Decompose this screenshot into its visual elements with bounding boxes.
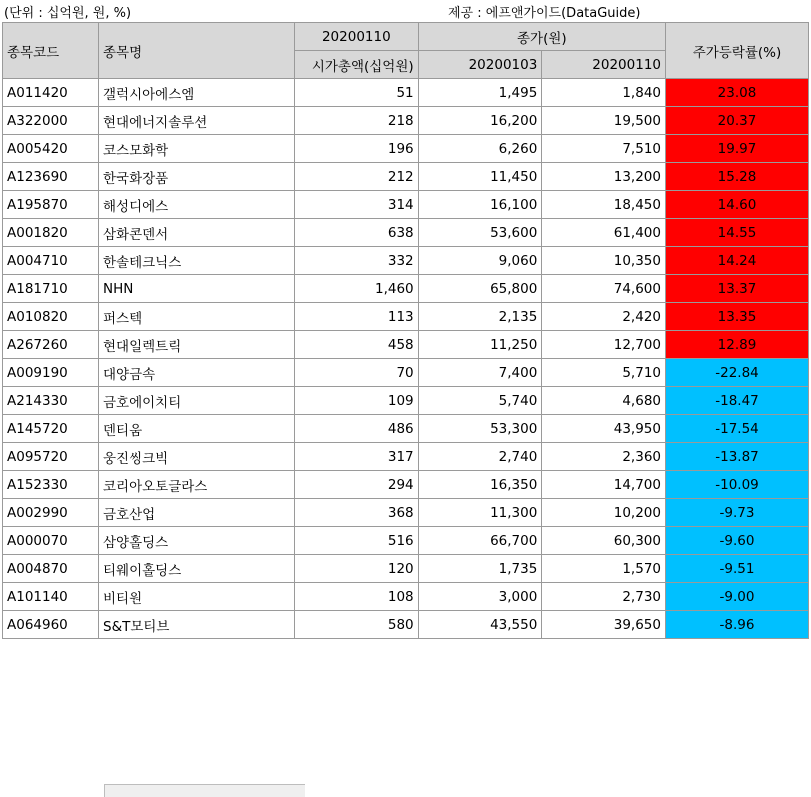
cell-price-curr: 43,950 <box>542 415 666 443</box>
stock-table <box>2 22 809 639</box>
cell-price-curr: 1,840 <box>542 79 666 107</box>
cell-price-prev: 2,135 <box>418 303 542 331</box>
table-row <box>3 583 809 611</box>
cell-code: A001820 <box>3 219 99 247</box>
cell-change: 19.97 <box>666 135 809 163</box>
cell-change: 12.89 <box>666 331 809 359</box>
cell-marketcap: 109 <box>295 387 419 415</box>
cell-change: 23.08 <box>666 79 809 107</box>
provider-note: 제공 : 에프앤가이드(DataGuide) <box>448 5 641 21</box>
cell-price-curr: 61,400 <box>542 219 666 247</box>
cell-marketcap: 212 <box>295 163 419 191</box>
cell-marketcap: 113 <box>295 303 419 331</box>
cell-price-prev: 3,000 <box>418 583 542 611</box>
cell-change: 20.37 <box>666 107 809 135</box>
table-row <box>3 107 809 135</box>
cell-name: 비티원 <box>99 583 295 611</box>
unit-note: (단위 : 십억원, 원, %) <box>4 5 132 21</box>
cell-code: A004870 <box>3 555 99 583</box>
cell-price-prev: 53,300 <box>418 415 542 443</box>
table-row <box>3 527 809 555</box>
cell-change: 14.60 <box>666 191 809 219</box>
table-row <box>3 555 809 583</box>
cell-name: 한솔테크닉스 <box>99 247 295 275</box>
cell-price-prev: 2,740 <box>418 443 542 471</box>
cell-marketcap: 317 <box>295 443 419 471</box>
cell-code: A010820 <box>3 303 99 331</box>
cell-code: A005420 <box>3 135 99 163</box>
cell-name: S&T모티브 <box>99 611 295 639</box>
cell-code: A095720 <box>3 443 99 471</box>
cell-change: -9.73 <box>666 499 809 527</box>
cell-price-curr: 2,360 <box>542 443 666 471</box>
caption-row <box>0 0 811 22</box>
cell-change: -9.51 <box>666 555 809 583</box>
cell-code: A181710 <box>3 275 99 303</box>
cell-code: A123690 <box>3 163 99 191</box>
cell-marketcap: 486 <box>295 415 419 443</box>
cell-price-prev: 5,740 <box>418 387 542 415</box>
cell-price-prev: 11,250 <box>418 331 542 359</box>
cell-price-prev: 53,600 <box>418 219 542 247</box>
cell-price-prev: 1,495 <box>418 79 542 107</box>
cell-change: -22.84 <box>666 359 809 387</box>
cell-code: A145720 <box>3 415 99 443</box>
header-row-1 <box>3 23 809 51</box>
cell-price-curr: 4,680 <box>542 387 666 415</box>
cell-name: 코리아오토글라스 <box>99 471 295 499</box>
cell-price-prev: 16,100 <box>418 191 542 219</box>
cell-price-curr: 2,730 <box>542 583 666 611</box>
table-row <box>3 303 809 331</box>
cell-price-prev: 1,735 <box>418 555 542 583</box>
cell-change: 14.55 <box>666 219 809 247</box>
cell-change: -9.00 <box>666 583 809 611</box>
cell-marketcap: 638 <box>295 219 419 247</box>
cell-change: -13.87 <box>666 443 809 471</box>
cell-marketcap: 1,460 <box>295 275 419 303</box>
cell-code: A009190 <box>3 359 99 387</box>
cell-change: 13.35 <box>666 303 809 331</box>
table-row <box>3 415 809 443</box>
cell-price-curr: 1,570 <box>542 555 666 583</box>
cell-price-prev: 43,550 <box>418 611 542 639</box>
cell-price-curr: 19,500 <box>542 107 666 135</box>
cell-price-prev: 9,060 <box>418 247 542 275</box>
cell-change: 15.28 <box>666 163 809 191</box>
cell-marketcap: 294 <box>295 471 419 499</box>
cell-code: A322000 <box>3 107 99 135</box>
table-row <box>3 219 809 247</box>
table-row <box>3 359 809 387</box>
cell-code: A002990 <box>3 499 99 527</box>
cell-price-curr: 12,700 <box>542 331 666 359</box>
cell-name: 현대에너지솔루션 <box>99 107 295 135</box>
cell-change: -8.96 <box>666 611 809 639</box>
cell-name: 퍼스텍 <box>99 303 295 331</box>
cell-code: A152330 <box>3 471 99 499</box>
cell-price-curr: 14,700 <box>542 471 666 499</box>
cell-code: A000070 <box>3 527 99 555</box>
cell-price-curr: 10,200 <box>542 499 666 527</box>
cell-name: 삼화콘덴서 <box>99 219 295 247</box>
cell-name: 대양금속 <box>99 359 295 387</box>
cell-marketcap: 332 <box>295 247 419 275</box>
cell-name: 한국화장품 <box>99 163 295 191</box>
table-row <box>3 443 809 471</box>
header-group-date: 20200110 <box>295 23 419 51</box>
cell-change: 13.37 <box>666 275 809 303</box>
cell-price-prev: 11,300 <box>418 499 542 527</box>
cell-marketcap: 368 <box>295 499 419 527</box>
table-row <box>3 275 809 303</box>
cell-code: A064960 <box>3 611 99 639</box>
cell-price-curr: 74,600 <box>542 275 666 303</box>
cell-name: 갤럭시아에스엠 <box>99 79 295 107</box>
table-row <box>3 387 809 415</box>
cell-price-prev: 65,800 <box>418 275 542 303</box>
cell-name: 삼양홀딩스 <box>99 527 295 555</box>
cell-price-curr: 10,350 <box>542 247 666 275</box>
table-row <box>3 191 809 219</box>
cell-marketcap: 51 <box>295 79 419 107</box>
cell-change: -18.47 <box>666 387 809 415</box>
cell-marketcap: 458 <box>295 331 419 359</box>
cell-code: A267260 <box>3 331 99 359</box>
cell-price-curr: 13,200 <box>542 163 666 191</box>
table-row <box>3 499 809 527</box>
cell-change: -9.60 <box>666 527 809 555</box>
table-row <box>3 611 809 639</box>
table-header <box>3 23 809 79</box>
table-row <box>3 471 809 499</box>
cell-price-curr: 7,510 <box>542 135 666 163</box>
cell-marketcap: 314 <box>295 191 419 219</box>
cell-code: A011420 <box>3 79 99 107</box>
cell-price-prev: 16,200 <box>418 107 542 135</box>
cell-price-prev: 6,260 <box>418 135 542 163</box>
cell-marketcap: 70 <box>295 359 419 387</box>
cell-name: 금호에이치티 <box>99 387 295 415</box>
cell-change: 14.24 <box>666 247 809 275</box>
cell-price-curr: 18,450 <box>542 191 666 219</box>
header-marketcap: 시가총액(십억원) <box>295 51 419 79</box>
cell-marketcap: 108 <box>295 583 419 611</box>
table-row <box>3 331 809 359</box>
cell-name: 금호산업 <box>99 499 295 527</box>
cell-name: 웅진씽크빅 <box>99 443 295 471</box>
cell-code: A195870 <box>3 191 99 219</box>
cell-name: 덴티움 <box>99 415 295 443</box>
table-row <box>3 247 809 275</box>
cell-price-curr: 5,710 <box>542 359 666 387</box>
cell-code: A101140 <box>3 583 99 611</box>
cell-marketcap: 516 <box>295 527 419 555</box>
table-row <box>3 163 809 191</box>
cell-price-prev: 66,700 <box>418 527 542 555</box>
table-row <box>3 135 809 163</box>
cell-marketcap: 120 <box>295 555 419 583</box>
header-code: 종목코드 <box>3 23 99 79</box>
cell-price-prev: 11,450 <box>418 163 542 191</box>
cell-name: 현대일렉트릭 <box>99 331 295 359</box>
cell-price-prev: 16,350 <box>418 471 542 499</box>
cell-price-prev: 7,400 <box>418 359 542 387</box>
cell-price-curr: 2,420 <box>542 303 666 331</box>
cell-marketcap: 218 <box>295 107 419 135</box>
bottom-strip <box>104 784 305 797</box>
header-group-price: 종가(원) <box>418 23 665 51</box>
cell-name: 티웨이홀딩스 <box>99 555 295 583</box>
cell-price-curr: 60,300 <box>542 527 666 555</box>
cell-code: A004710 <box>3 247 99 275</box>
cell-name: 해성디에스 <box>99 191 295 219</box>
cell-change: -17.54 <box>666 415 809 443</box>
cell-name: 코스모화학 <box>99 135 295 163</box>
table-body <box>3 79 809 639</box>
cell-marketcap: 196 <box>295 135 419 163</box>
header-price-curr: 20200110 <box>542 51 666 79</box>
cell-name: NHN <box>99 275 295 303</box>
cell-price-curr: 39,650 <box>542 611 666 639</box>
header-change: 주가등락률(%) <box>666 23 809 79</box>
table-row <box>3 79 809 107</box>
cell-code: A214330 <box>3 387 99 415</box>
header-price-prev: 20200103 <box>418 51 542 79</box>
cell-change: -10.09 <box>666 471 809 499</box>
cell-marketcap: 580 <box>295 611 419 639</box>
header-name: 종목명 <box>99 23 295 79</box>
